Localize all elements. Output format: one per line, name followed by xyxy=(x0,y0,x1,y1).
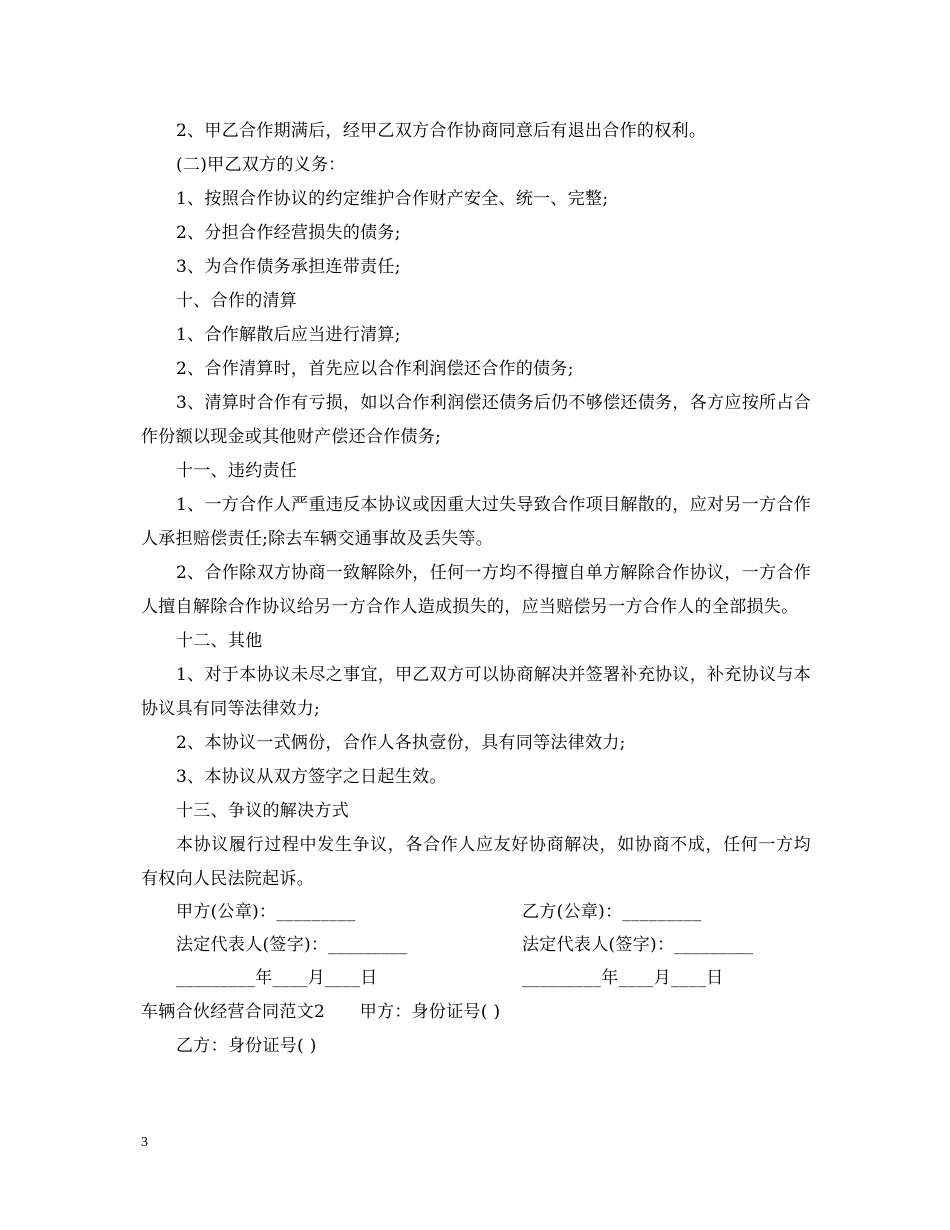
next-contract-title: 车辆合伙经营合同范文2 甲方：身份证号( ) xyxy=(141,1002,501,1022)
document-body xyxy=(141,114,811,1063)
paragraph: 1、对于本协议未尽之事宜，甲乙双方可以协商解决并签署补充协议，补充协议与本协议具有同等法律效力; xyxy=(141,665,811,719)
party-b-seal: 乙方(公章)：_________ xyxy=(522,902,702,922)
paragraph: 2、合作除双方协商一致解除外，任何一方均不得擅自单方解除合作协议，一方合作人擅自解除合作协议给另一方合作人造成损失的，应当赔偿另一方合作人的全部损失。 xyxy=(141,563,811,617)
paragraph: 3、本协议从双方签字之日起生效。 xyxy=(176,767,447,787)
party-a-date: _________年____月____日 xyxy=(176,968,378,988)
party-a-representative: 法定代表人(签字)：_________ xyxy=(176,935,408,955)
paragraph: 2、本协议一式俩份，合作人各执壹份，具有同等法律效力; xyxy=(176,733,626,753)
section-heading: 十二、其他 xyxy=(176,631,263,651)
paragraph: 1、一方合作人严重违反本协议或因重大过失导致合作项目解散的，应对另一方合作人承担赔偿责任;除去车辆交通事故及丢失等。 xyxy=(141,495,811,549)
paragraph: 本协议履行过程中发生争议，各合作人应友好协商解决，如协商不成，任何一方均有权向人民法院起诉。 xyxy=(141,835,811,889)
paragraph: 2、分担合作经营损失的债务; xyxy=(176,223,401,243)
paragraph: 1、合作解散后应当进行清算; xyxy=(176,325,401,345)
section-heading: 十、合作的清算 xyxy=(176,291,298,311)
page-number: 3 xyxy=(141,1135,148,1150)
signature-row-representative xyxy=(141,929,811,962)
paragraph: 2、合作清算时，首先应以合作利润偿还合作的债务; xyxy=(176,359,574,379)
signature-row-seal xyxy=(141,896,811,929)
party-b-date: _________年____月____日 xyxy=(522,968,724,988)
section-heading: 十一、违约责任 xyxy=(176,461,298,481)
party-b-representative: 法定代表人(签字)：_________ xyxy=(522,935,754,955)
next-contract-party-b: 乙方：身份证号( ) xyxy=(176,1036,317,1056)
paragraph: 3、清算时合作有亏损，如以合作利润偿还债务后仍不够偿还债务，各方应按所占合作份额以现金或其他财产偿还合作债务; xyxy=(141,393,811,447)
section-heading: (二)甲乙双方的义务： xyxy=(176,155,346,175)
paragraph: 1、按照合作协议的约定维护合作财产安全、统一、完整; xyxy=(176,189,609,209)
paragraph: 3、为合作债务承担连带责任; xyxy=(176,257,401,277)
paragraph: 2、甲乙合作期满后，经甲乙双方合作协商同意后有退出合作的权利。 xyxy=(176,121,707,141)
section-heading: 十三、争议的解决方式 xyxy=(176,801,349,821)
signature-row-date xyxy=(141,962,811,995)
party-a-seal: 甲方(公章)：_________ xyxy=(176,902,356,922)
signature-block xyxy=(141,896,811,995)
